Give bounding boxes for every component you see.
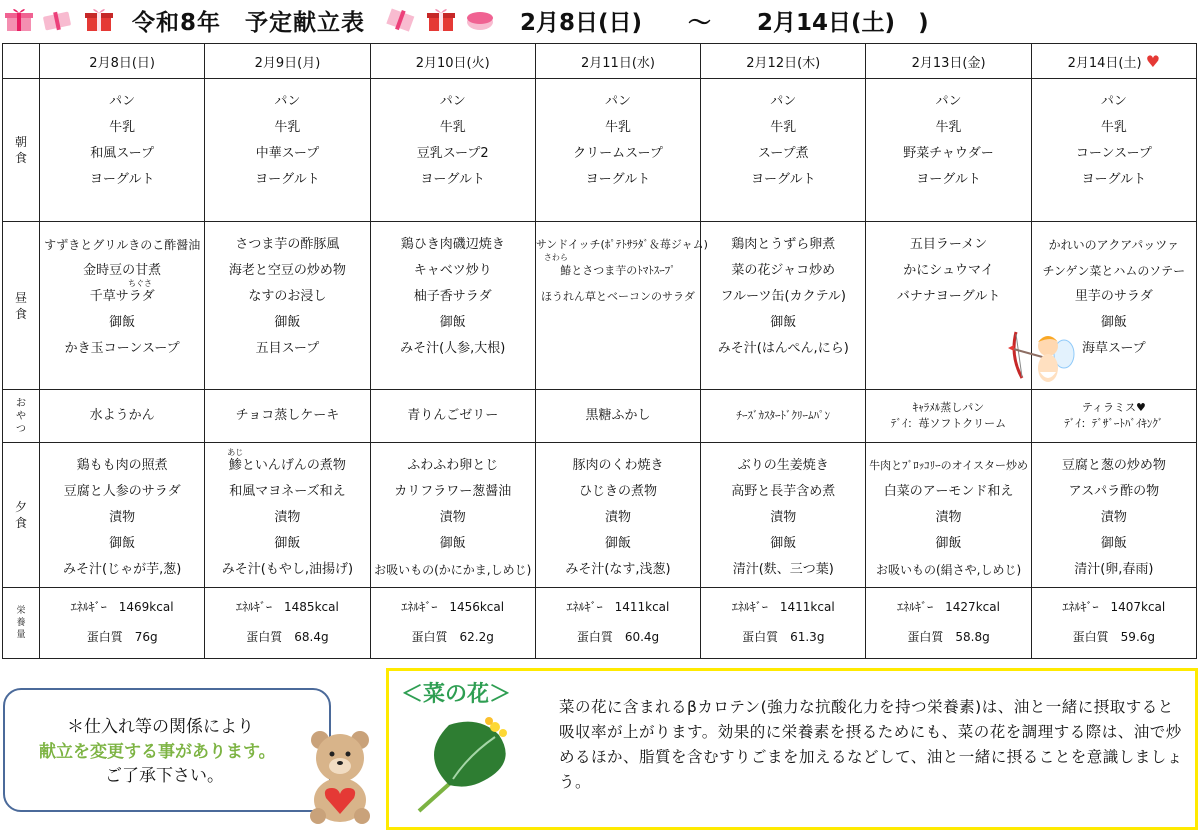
corner-cell [3,44,40,79]
breakfast-cell: パン 牛乳 スープ煮 ヨーグルト [701,79,866,222]
gift-icon [385,6,415,32]
row-label-snack: お や つ [3,390,40,443]
heart-icon: ♥ [1145,51,1161,71]
nutrition-cell: ｴﾈﾙｷﾞｰ 1469kcal 蛋白質 76g [40,588,205,659]
lunch-cell: サンドイッチ(ﾎﾟﾃﾄｻﾗﾀﾞ＆苺ジャム) さわら 鰆とさつま芋のﾄﾏﾄｽｰﾌﾟ ほうれん草とベーコンのサラダ [535,222,700,390]
breakfast-row [3,79,1197,222]
row-label-dinner: 夕 食 [3,443,40,588]
snack-cell: ティラミス♥ ﾃﾞｲ：ﾃﾞｻﾞｰﾄﾊﾞｲｷﾝｸﾞ [1031,390,1196,443]
date-header [1031,44,1196,79]
gift-icon [426,6,456,32]
snack-cell: 黒糖ふかし [535,390,700,443]
gift-icon [42,6,72,32]
notice-line: 献立を変更する事があります。 [39,742,276,762]
header [0,0,1200,42]
nutrition-cell: ｴﾈﾙｷﾞｰ 1411kcal 蛋白質 61.3g [701,588,866,659]
row-label-breakfast: 朝 食 [3,79,40,222]
dinner-cell: 豆腐と葱の炒め物 アスパラ酢の物 漬物 御飯 清汁(卵,春雨) [1031,443,1196,588]
info-text: 菜の花に含まれるβカロテン(強力な抗酸化力を持つ栄養素)は、油と一緒に摂取すると吸収率が上がります。効果的に栄養素を摂るためにも、菜の花を調理する際は、油で炒めるほか、脂質を含むすりごまを加えるなどして、油と一緒に摂ることを意識しましょう。 [559,698,1183,791]
snack-row [3,390,1197,443]
teddy-bear-icon [302,728,378,824]
dinner-cell: 牛肉とﾌﾞﾛｯｺﾘｰのオイスター炒め 白菜のアーモンド和え 漬物 御飯 お吸いもの(絹さや,しめじ) [866,443,1031,588]
snack-cell: チョコ蒸しケーキ [205,390,370,443]
lunch-cell: 鶏肉とうずら卵煮 菜の花ジャコ炒め フルーツ缶(カクテル) 御飯 みそ汁(はんぺん,にら) [701,222,866,390]
lunch-cell: 五目ラーメン かにシュウマイ バナナヨーグルト [866,222,1031,390]
dinner-row [3,443,1197,588]
heart-icon: ♥ [1135,401,1146,414]
breakfast-cell: パン 牛乳 豆乳スープ2 ヨーグルト [370,79,535,222]
nutrition-cell: ｴﾈﾙｷﾞｰ 1456kcal 蛋白質 62.2g [370,588,535,659]
ruby-text: あじ [227,448,244,457]
nutrition-row [3,588,1197,659]
date-header: 2月13日(金) [866,44,1031,79]
dinner-cell: 豚肉のくわ焼き ひじきの煮物 漬物 御飯 みそ汁(なす,浅葱) [535,443,700,588]
row-label-nutrition: 栄 養 量 [3,588,40,659]
date-header: 2月8日(日) [40,44,205,79]
dinner-cell: ぶりの生姜焼き 高野と長芋含め煮 漬物 御飯 清汁(麩、三つ葉) [701,443,866,588]
nutrition-cell: ｴﾈﾙｷﾞｰ 1407kcal 蛋白質 59.6g [1031,588,1196,659]
breakfast-cell: パン 牛乳 和風スープ ヨーグルト [40,79,205,222]
date-header: 2月11日(水) [535,44,700,79]
lunch-cell: かれいのアクアパッツァ チンゲン菜とハムのソテー 里芋のサラダ 御飯 海草スープ [1031,222,1196,390]
breakfast-cell: パン 牛乳 野菜チャウダー ヨーグルト [866,79,1031,222]
page-title: 令和8年 予定献立表 [132,10,366,36]
notice-line: ＊仕入れ等の関係により [67,717,254,737]
cupid-icon [1008,322,1078,390]
info-heading: ＜菜の花＞ [401,682,512,707]
breakfast-cell: パン 牛乳 クリームスープ ヨーグルト [535,79,700,222]
snack-cell: 青りんごゼリー [370,390,535,443]
snack-cell: 水ようかん [40,390,205,443]
gift-icon [465,6,495,32]
nanohana-leaf-icon [409,715,529,815]
date-header: 2月9日(月) [205,44,370,79]
lunch-cell: 鶏ひき肉磯辺焼き キャベツ炒り 柚子香サラダ 御飯 みそ汁(人参,大根) [370,222,535,390]
lunch-cell: すずきとグリルきのこ酢醤油 金時豆の甘煮 ちぐさ 千草サラダ 御飯 かき玉コーンスープ [40,222,205,390]
notice-line: ご了承下さい。 [105,766,224,786]
ruby-text: さわら [543,253,568,262]
dinner-cell: 鶏もも肉の照煮 豆腐と人参のサラダ 漬物 御飯 みそ汁(じゃが芋,葱) [40,443,205,588]
notice-box [3,688,331,812]
snack-cell: ｷｬﾗﾒﾙ蒸しパン ﾃﾞｲ：苺ソフトクリーム [866,390,1031,443]
dinner-cell: ふわふわ卵とじ カリフラワー葱醤油 漬物 御飯 お吸いもの(かにかま,しめじ) [370,443,535,588]
date-header: 2月10日(火) [370,44,535,79]
date-header: 2月12日(木) [701,44,866,79]
row-label-lunch: 昼 食 [3,222,40,390]
nanohana-info-box [386,668,1198,830]
date-header-row [3,44,1197,79]
ruby-text: ちぐさ [128,279,152,288]
nutrition-cell: ｴﾈﾙｷﾞｰ 1485kcal 蛋白質 68.4g [205,588,370,659]
gift-icon [84,6,114,32]
dinner-cell: あじ 鯵といんげんの煮物 和風マヨネーズ和え 漬物 御飯 みそ汁(もやし,油揚げ) [205,443,370,588]
date-header-text: 2月14日(土) [1067,55,1142,71]
date-range: 2月8日(日) ～ 2月14日(土) ) [520,10,929,36]
nutrition-cell: ｴﾈﾙｷﾞｰ 1427kcal 蛋白質 58.8g [866,588,1031,659]
lunch-cell: さつま芋の酢豚風 海老と空豆の炒め物 なすのお浸し 御飯 五目スープ [205,222,370,390]
breakfast-cell: パン 牛乳 中華スープ ヨーグルト [205,79,370,222]
gift-icon [4,6,34,32]
snack-cell: ﾁｰｽﾞｶｽﾀｰﾄﾞｸﾘｰﾑﾊﾟﾝ [701,390,866,443]
nutrition-cell: ｴﾈﾙｷﾞｰ 1411kcal 蛋白質 60.4g [535,588,700,659]
breakfast-cell: パン 牛乳 コーンスープ ヨーグルト [1031,79,1196,222]
